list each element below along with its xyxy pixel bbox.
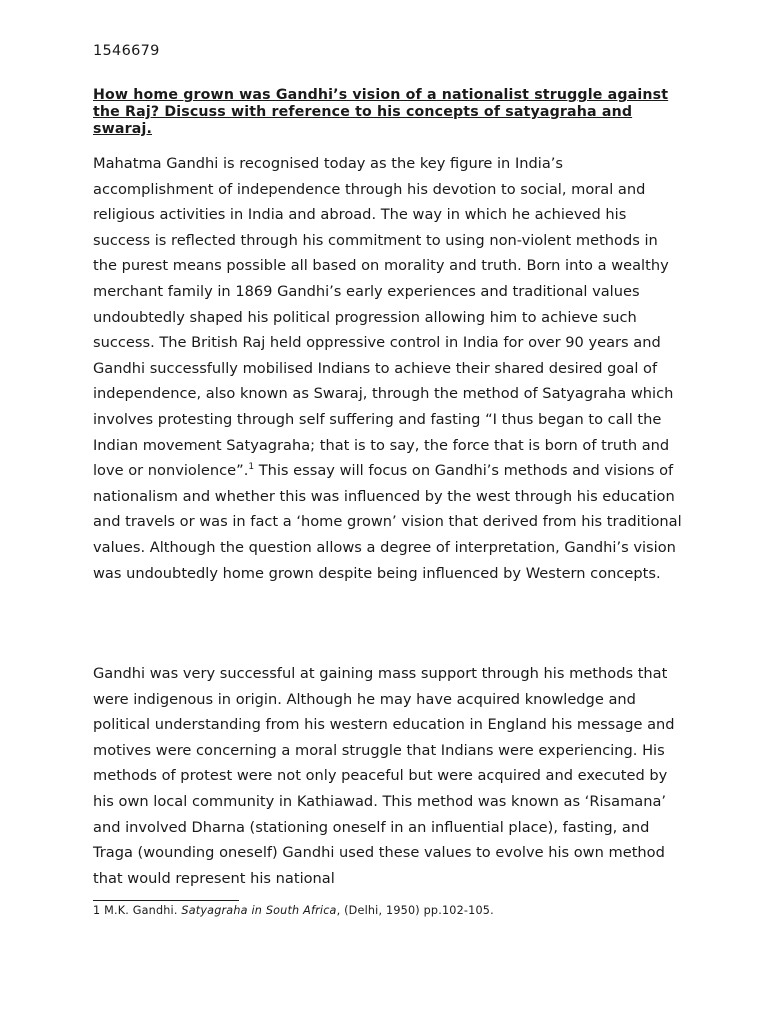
second-paragraph: Gandhi was very successful at gaining mass support through his methods that were indigenous in origin. Although he may have acquired knowledge and political understanding from his western education in England his message and motives were concerning a moral struggle that Indians were experiencing. His methods of protest were not only peaceful but were acquired and executed by his own local community in Kathiawad. This method was known as ‘Risamana’ and involved Dharna (stationing oneself in an influential place), fasting, and Traga (wounding oneself) Gandhi used these values to evolve his own method that would represent his national [93,665,675,887]
intro-paragraph [93,151,683,586]
essay-title: How home grown was Gandhi’s vision of a nationalist struggle against the Raj? Discuss with reference to his concepts of satyagraha and swaraj. [93,87,669,137]
footnote-book-title: Satyagraha in South Africa [181,904,337,917]
student-id: 1546679 [93,43,160,59]
intro-paragraph-text: Mahatma Gandhi is recognised today as the key figure in India’s accomplishment of independence through his devotion to social, moral and religious activities in India and abroad. The way in which he achieved his success is reflected through his commitment to using non-violent methods in the purest means possible all based on morality and truth. Born into a wealthy merchant family in 1869 Gandhi’s early experiences and traditional values undoubtedly shaped his political progression allowing him to achieve such success. The British Raj held oppressive control in India for over 90 years and Gandhi successfully mobilised Indians to achieve their shared desired goal of independence, also known as Swaraj, through the method of Satyagraha which involves protesting through self suffering and fasting “I thus began to call the Indian movement Satyagraha; that is to say, the force that is born of truth and love or nonviolence”. [93,155,674,480]
footnote-separator [93,900,239,901]
footnote [93,903,494,919]
footnote-details: , (Delhi, 1950) pp.102-105. [336,904,494,917]
intro-paragraph-text-continued: This essay will focus on Gandhi’s methods and visions of nationalism and whether this was influenced by the west through his education and travels or was in fact a ‘home grown’ vision that derived from his traditional values. Although the question allows a degree of interpretation, Gandhi’s vision was undoubtedly home grown despite being influenced by Western concepts. [93,462,682,582]
footnote-author: M.K. Gandhi. [104,904,178,917]
footnote-reference: 1 [248,462,255,473]
footnote-number: 1 [93,904,101,917]
